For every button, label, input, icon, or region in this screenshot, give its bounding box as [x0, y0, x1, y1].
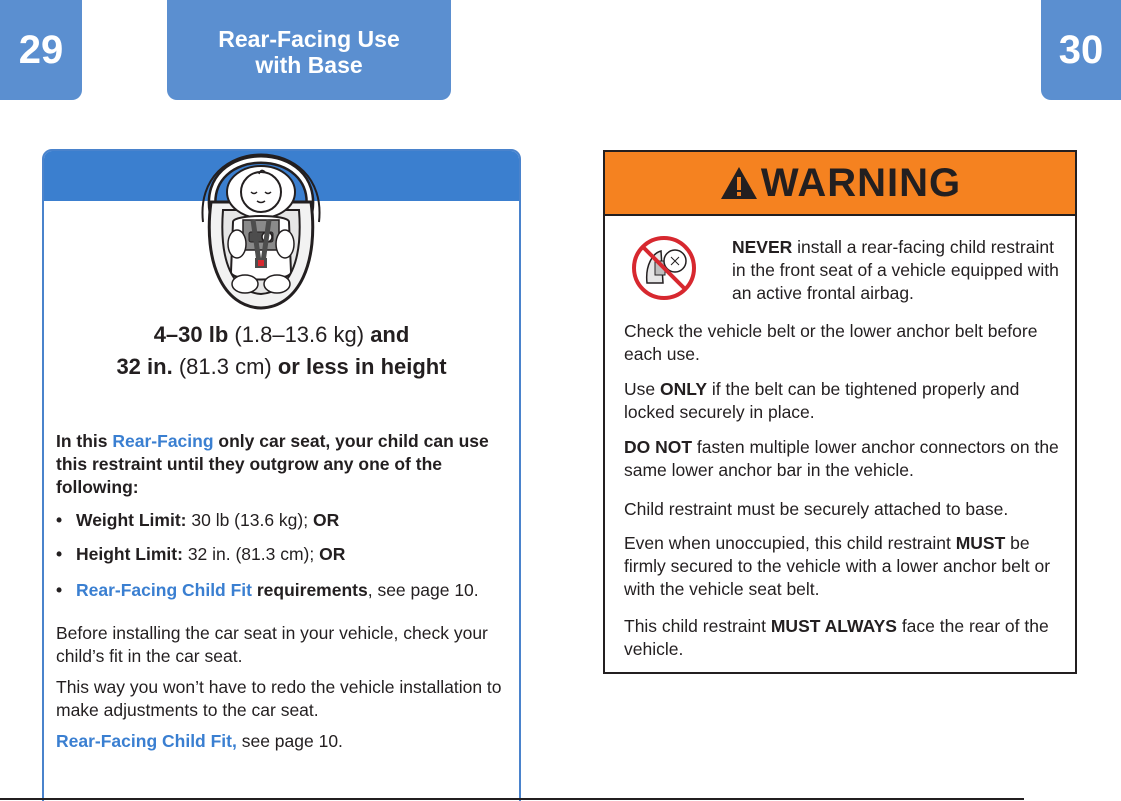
- never-text-body: install a rear-facing child restraint in the front seat of a vehicle equipped with an active frontal airbag.: [732, 237, 1059, 303]
- warning-attached: Child restraint must be securely attached to base.: [624, 499, 1009, 519]
- weight-range: 4–30 lb: [153, 322, 229, 347]
- section-title-line2: with Base: [255, 52, 363, 78]
- even-prefix: Even when unoccupied, this child restraint: [624, 533, 956, 553]
- bullet-label: Height Limit:: [76, 544, 183, 564]
- bullet-dot: •: [56, 580, 63, 600]
- bullet-height-limit: [56, 544, 516, 565]
- warning-triangle-icon: [719, 165, 759, 201]
- no-airbag-icon: [631, 235, 697, 301]
- warning-box: [603, 150, 1077, 674]
- paragraph-before-installing: Before installing the car seat in your vehicle, check your child’s fit in the car seat.: [56, 623, 488, 666]
- weight-range-metric: (1.8–13.6 kg): [234, 322, 365, 347]
- bullet-weight-limit: [56, 510, 516, 531]
- donot-text: fasten multiple lower anchor connectors on the same lower anchor bar in the vehicle.: [624, 437, 1059, 480]
- paragraph-this-way: This way you won’t have to redo the vehicle installation to make adjustments to the car seat.: [56, 677, 502, 720]
- this-prefix: This child restraint: [624, 616, 771, 636]
- paragraph-fit-reference: [56, 730, 516, 753]
- warning-header: [605, 152, 1075, 216]
- bullet-value: requirements: [251, 580, 368, 600]
- warning-title: WARNING: [760, 160, 962, 205]
- page-number-left: [0, 0, 82, 100]
- bullet-child-fit: [56, 580, 516, 601]
- warning-even-unoccupied: [624, 532, 1074, 601]
- bullet-suffix: , see page 10.: [367, 580, 479, 600]
- this-text: face the rear of the vehicle.: [624, 616, 1049, 659]
- bullet-dot: •: [56, 510, 63, 530]
- limits-and: and: [370, 322, 410, 347]
- use-bold: ONLY: [659, 379, 707, 399]
- this-bold: MUST ALWAYS: [770, 616, 897, 636]
- use-text: if the belt can be tightened properly and locked securely in place.: [624, 379, 1020, 422]
- fit-reference-link[interactable]: Rear-Facing Child Fit,: [56, 731, 237, 751]
- donot-bold: DO NOT: [624, 437, 693, 457]
- child-fit-link[interactable]: Rear-Facing Child Fit: [76, 580, 252, 600]
- weight-limits: [42, 318, 521, 352]
- page-number-right-text: 30: [1058, 27, 1104, 72]
- warning-check-belt: Check the vehicle belt or the lower anchor belt before each use.: [624, 321, 1038, 364]
- warning-face-rear: [624, 615, 1074, 661]
- intro-part2: only car seat, your child can use this restraint until they outgrow any one of the following:: [56, 431, 489, 497]
- bullet-suffix: OR: [312, 510, 340, 530]
- never-front-seat-warning: [732, 236, 1072, 305]
- page-bottom-rule: [0, 798, 1024, 800]
- intro-highlight: Rear-Facing: [112, 431, 214, 451]
- height-limits: [42, 350, 521, 384]
- bullet-suffix: OR: [319, 544, 346, 564]
- even-bold: MUST: [955, 533, 1006, 553]
- fit-reference-tail: see page 10.: [236, 731, 343, 751]
- even-text: be firmly secured to the vehicle with a lower anchor belt or with the vehicle seat belt.: [624, 533, 1051, 599]
- bullet-value: 32 in. (81.3 cm);: [187, 544, 315, 564]
- use-prefix: Use: [624, 379, 660, 399]
- page-number-right: [1041, 0, 1121, 100]
- bullet-dot: •: [56, 544, 63, 564]
- height-max: 32 in.: [116, 354, 173, 379]
- warning-use-only: [624, 378, 1074, 424]
- height-max-metric: (81.3 cm): [178, 354, 272, 379]
- section-title-tab: [167, 0, 451, 100]
- infant-car-seat-illustration: [193, 112, 329, 310]
- section-title-line1: Rear-Facing Use: [218, 26, 400, 52]
- bullet-label: Weight Limit:: [76, 510, 187, 530]
- never-bold: NEVER: [732, 237, 793, 257]
- bullet-value: 30 lb (13.6 kg);: [191, 510, 309, 530]
- warning-do-not: [624, 436, 1074, 482]
- page-number-left-text: 29: [18, 27, 64, 72]
- height-tail: or less in height: [277, 354, 447, 379]
- intro-part1: In this: [56, 431, 113, 451]
- intro-text: [56, 430, 506, 499]
